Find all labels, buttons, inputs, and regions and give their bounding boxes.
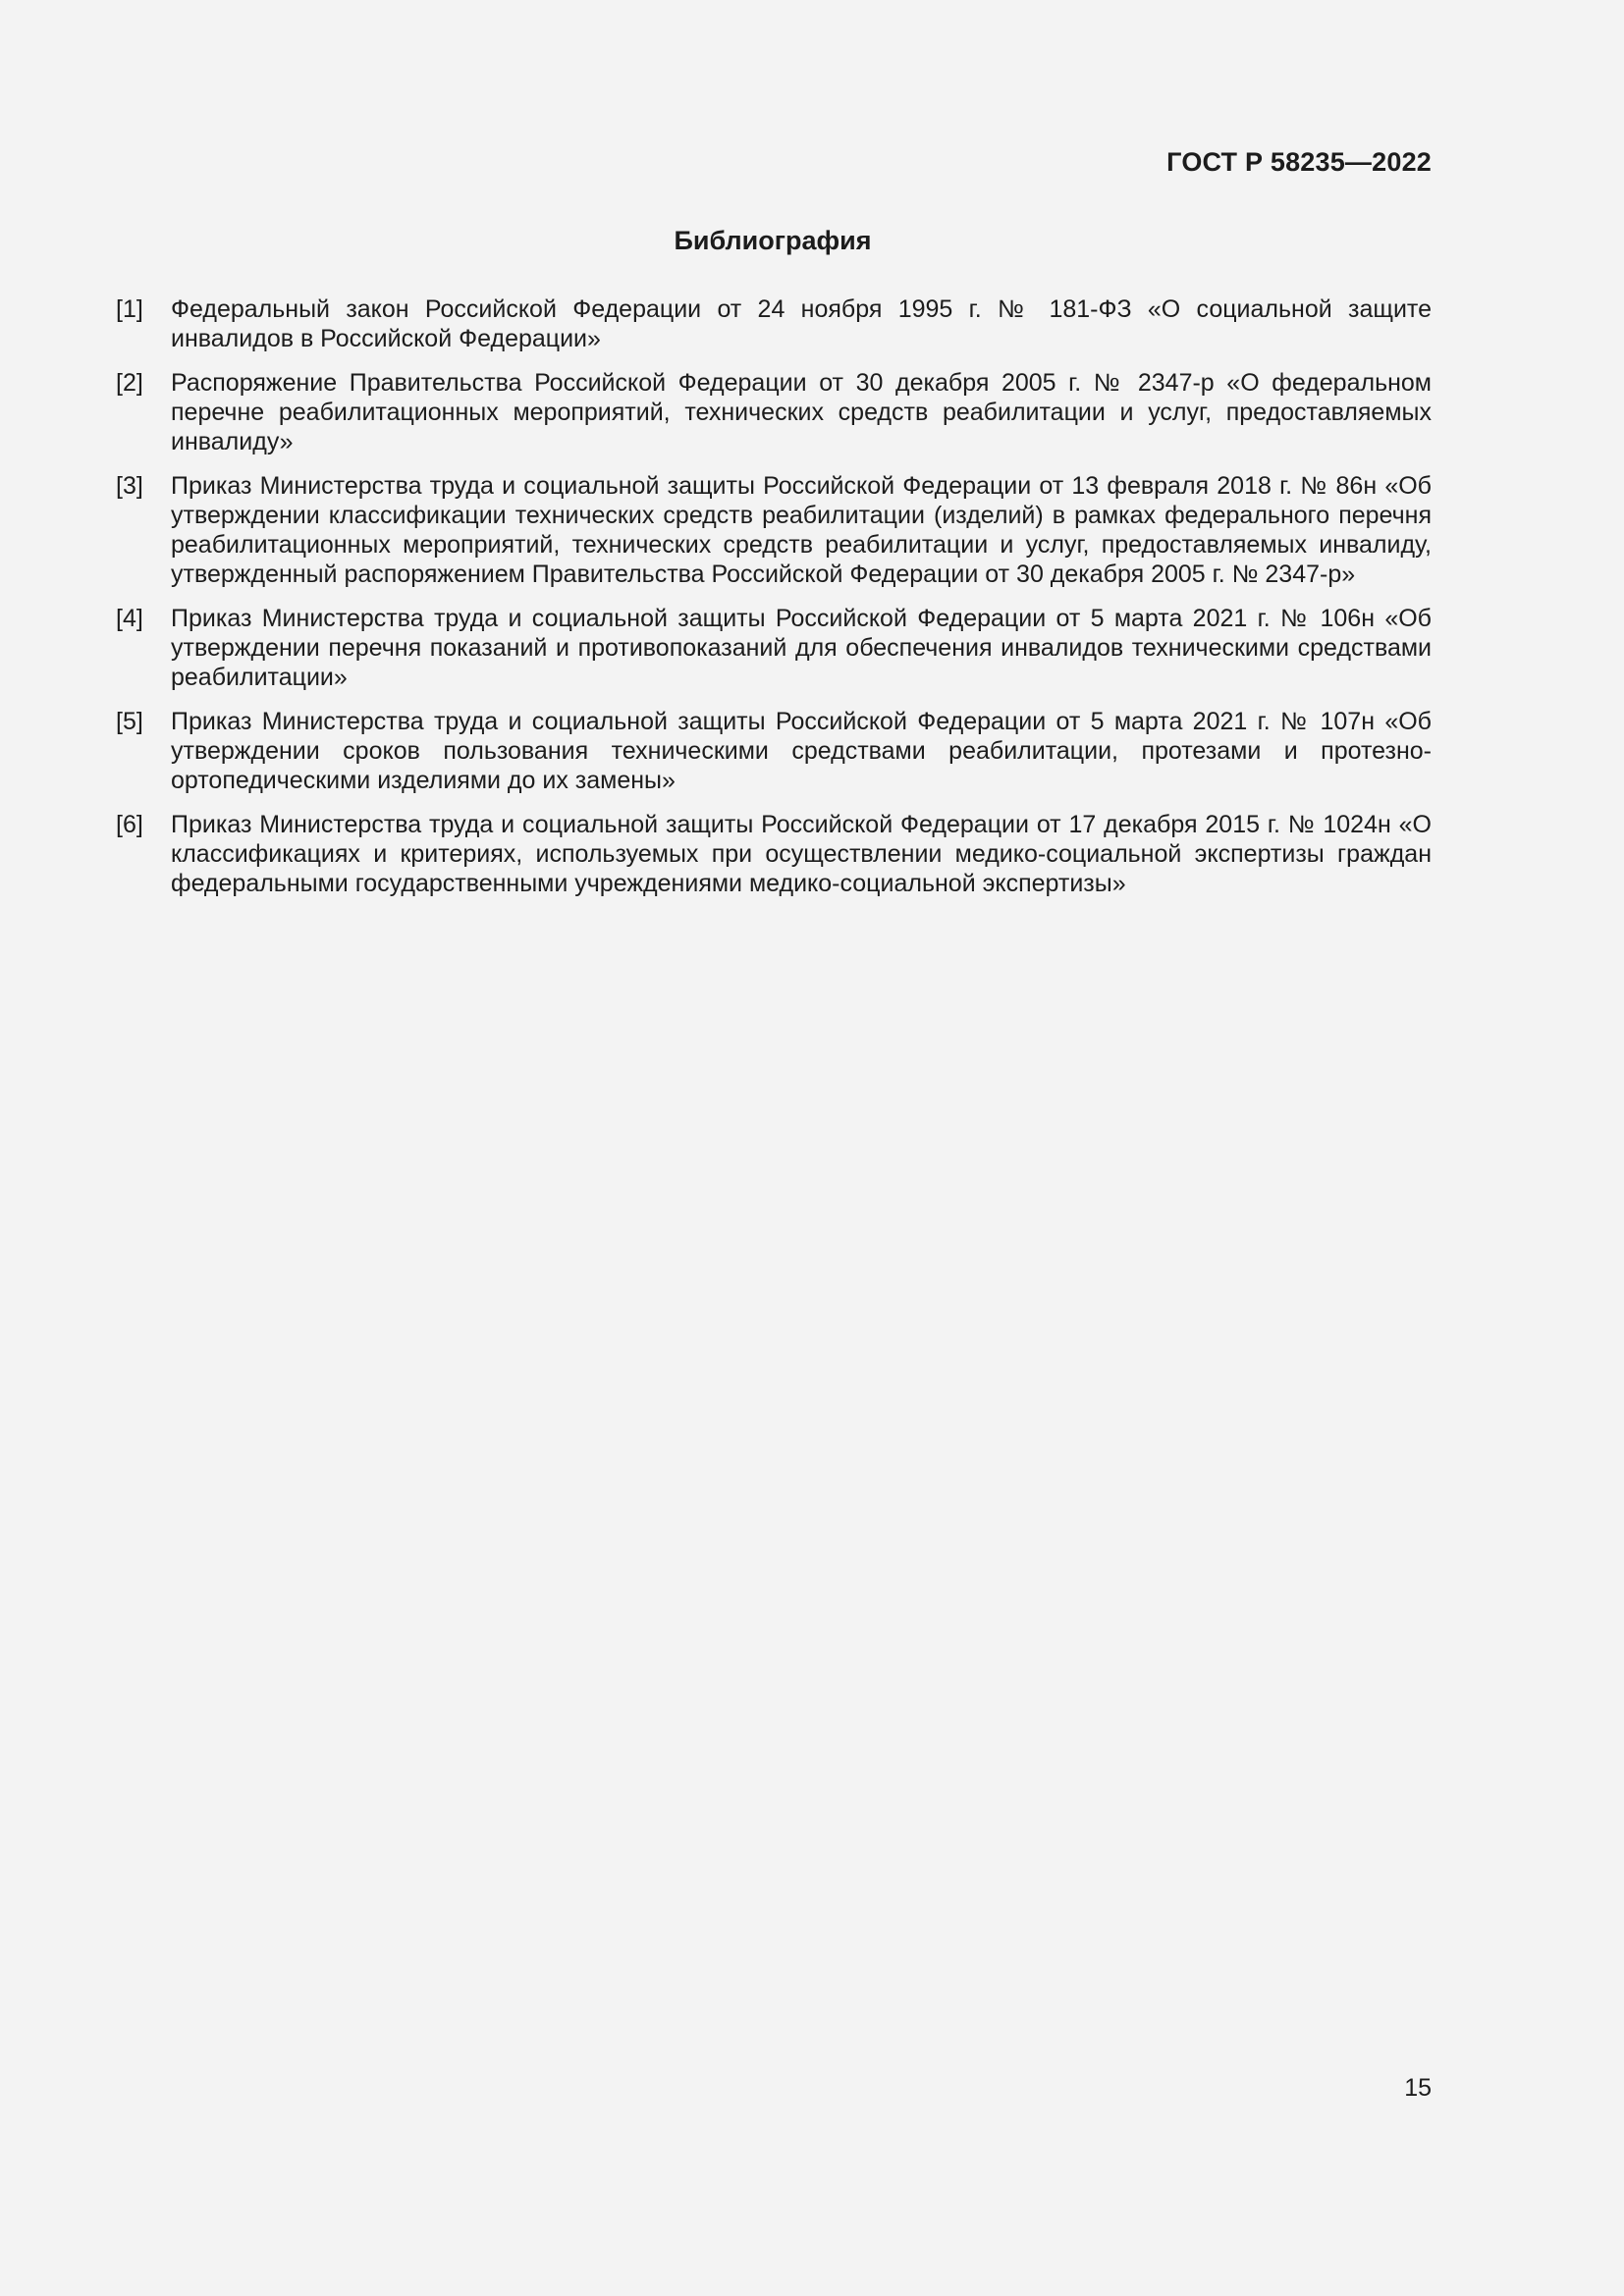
entry-text: Приказ Министерства труда и социальной защиты Российской Федерации от 5 марта 2021 г. № 107н «Об утверждении сроков пользования техническими средствами реабилитации, протезами и протезно-ортопедическими изделиями до их замены» [171, 708, 1432, 794]
document-code: ГОСТ Р 58235—2022 [1166, 147, 1432, 177]
section-title: Библиография [674, 226, 872, 255]
entry-text: Приказ Министерства труда и социальной защиты Российской Федерации от 5 марта 2021 г. № 106н «Об утверждении перечня показаний и противопоказаний для обеспечения инвалидов техническими средствами реабилитации» [171, 605, 1432, 691]
entry-number: [5] [116, 708, 143, 735]
bibliography-list [116, 294, 1432, 913]
entry-text: Федеральный закон Российской Федерации от 24 ноября 1995 г. № 181-ФЗ «О социальной защите инвалидов в Российской Федерации» [171, 295, 1432, 352]
entry-number: [4] [116, 605, 143, 632]
page-number: 15 [1404, 2074, 1432, 2102]
entry-number: [2] [116, 369, 143, 397]
entry-number: [1] [116, 295, 143, 323]
entry-number: [6] [116, 811, 143, 838]
entry-text: Приказ Министерства труда и социальной защиты Российской Федерации от 13 февраля 2018 г. № 86н «Об утверждении классификации технических средств реабилитации (изделий) в рамках федерального перечня реабилитационных мероприятий, технических средств реабилитации и услуг, предоставляемых инвалиду, утвержденный распоряжением Правительства Российской Федерации от 30 декабря 2005 г. № 2347-р» [171, 472, 1432, 588]
entry-number: [3] [116, 472, 143, 500]
bibliography-entry-3 [116, 471, 1432, 589]
bibliography-entry-2 [116, 368, 1432, 456]
bibliography-entry-5 [116, 707, 1432, 795]
bibliography-entry-1 [116, 294, 1432, 353]
bibliography-entry-4 [116, 604, 1432, 692]
entry-text: Распоряжение Правительства Российской Федерации от 30 декабря 2005 г. № 2347-р «О федеральном перечне реабилитационных мероприятий, технических средств реабилитации и услуг, предоставляемых инвалиду» [171, 369, 1432, 455]
bibliography-entry-6 [116, 810, 1432, 898]
entry-text: Приказ Министерства труда и социальной защиты Российской Федерации от 17 декабря 2015 г. № 1024н «О классификациях и критериях, используемых при осуществлении медико-социальной экспертизы граждан федеральными государственными учреждениями медико-социальной экспертизы» [171, 811, 1432, 897]
